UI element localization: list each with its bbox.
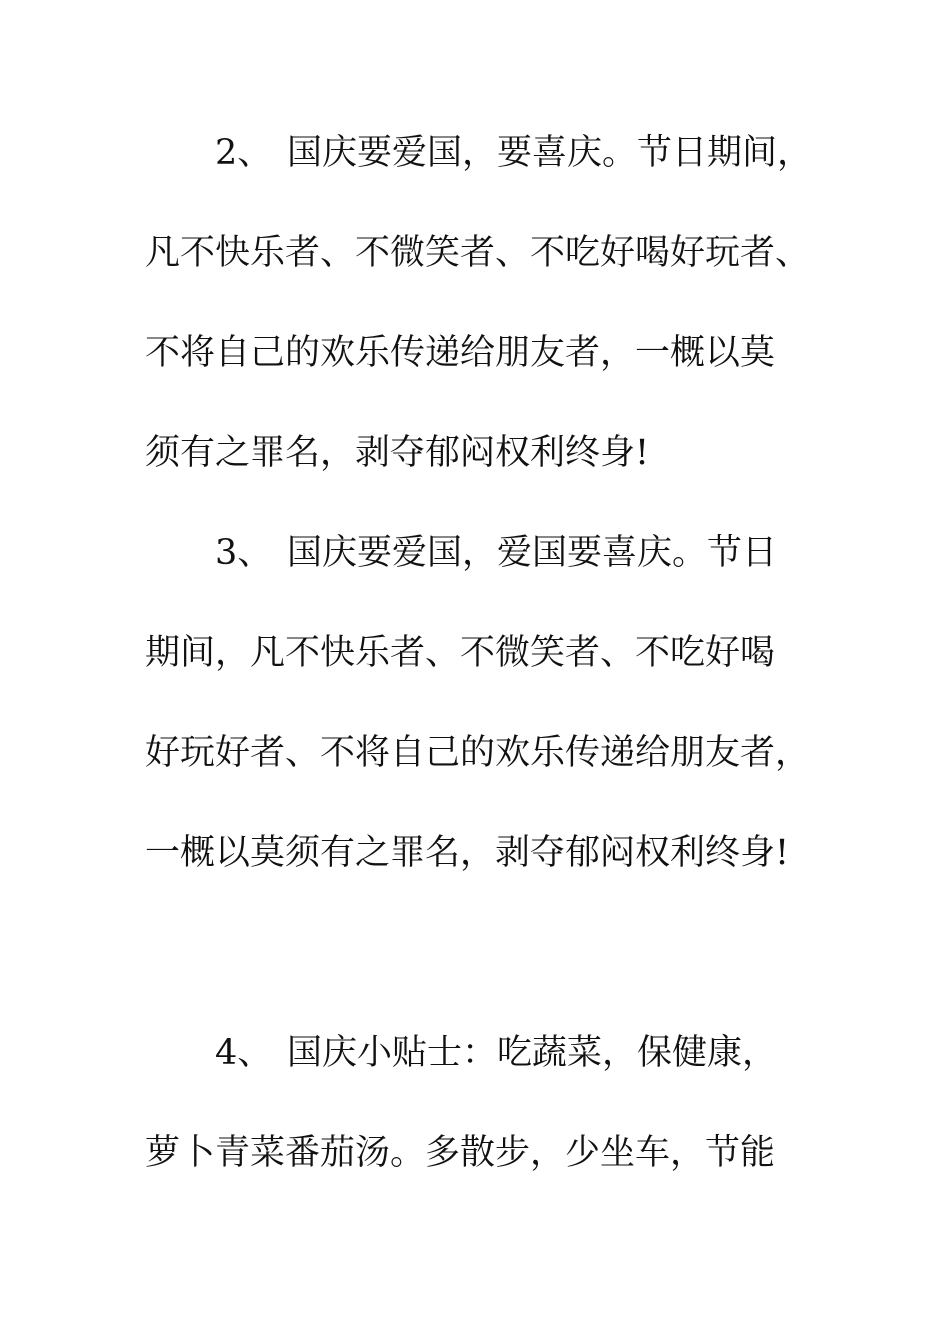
- paragraph-3-number: 3、: [215, 533, 273, 573]
- paragraph-2-number: 2、: [215, 133, 273, 173]
- paragraph-3-line-1: [215, 533, 895, 573]
- paragraph-3-line-4: 一概以莫须有之罪名，剥夺郁闷权利终身!: [145, 833, 790, 873]
- paragraph-4-line-1: [215, 1033, 895, 1073]
- paragraph-4-line-2: 萝卜青菜番茄汤。多散步，少坐车，节能: [145, 1133, 776, 1173]
- paragraph-2-line-2: 凡不快乐者、不微笑者、不吃好喝好玩者、: [145, 233, 811, 273]
- paragraph-3-line-3: 好玩好者、不将自己的欢乐传递给朋友者，: [145, 733, 811, 773]
- paragraph-3-line-2: 期间，凡不快乐者、不微笑者、不吃好喝: [145, 633, 776, 673]
- paragraph-2-line-1: [215, 133, 895, 173]
- paragraph-2-line-4: 须有之罪名，剥夺郁闷权利终身!: [145, 433, 650, 473]
- paragraph-4-text-1: 国庆小贴士：吃蔬菜，保健康，: [287, 1033, 778, 1073]
- paragraph-4-number: 4、: [215, 1033, 273, 1073]
- paragraph-2-text-1: 国庆要爱国，要喜庆。节日期间，: [287, 133, 813, 173]
- paragraph-3-text-1: 国庆要爱国，爱国要喜庆。节日: [287, 533, 778, 573]
- paragraph-2-line-3: 不将自己的欢乐传递给朋友者，一概以莫: [145, 333, 776, 373]
